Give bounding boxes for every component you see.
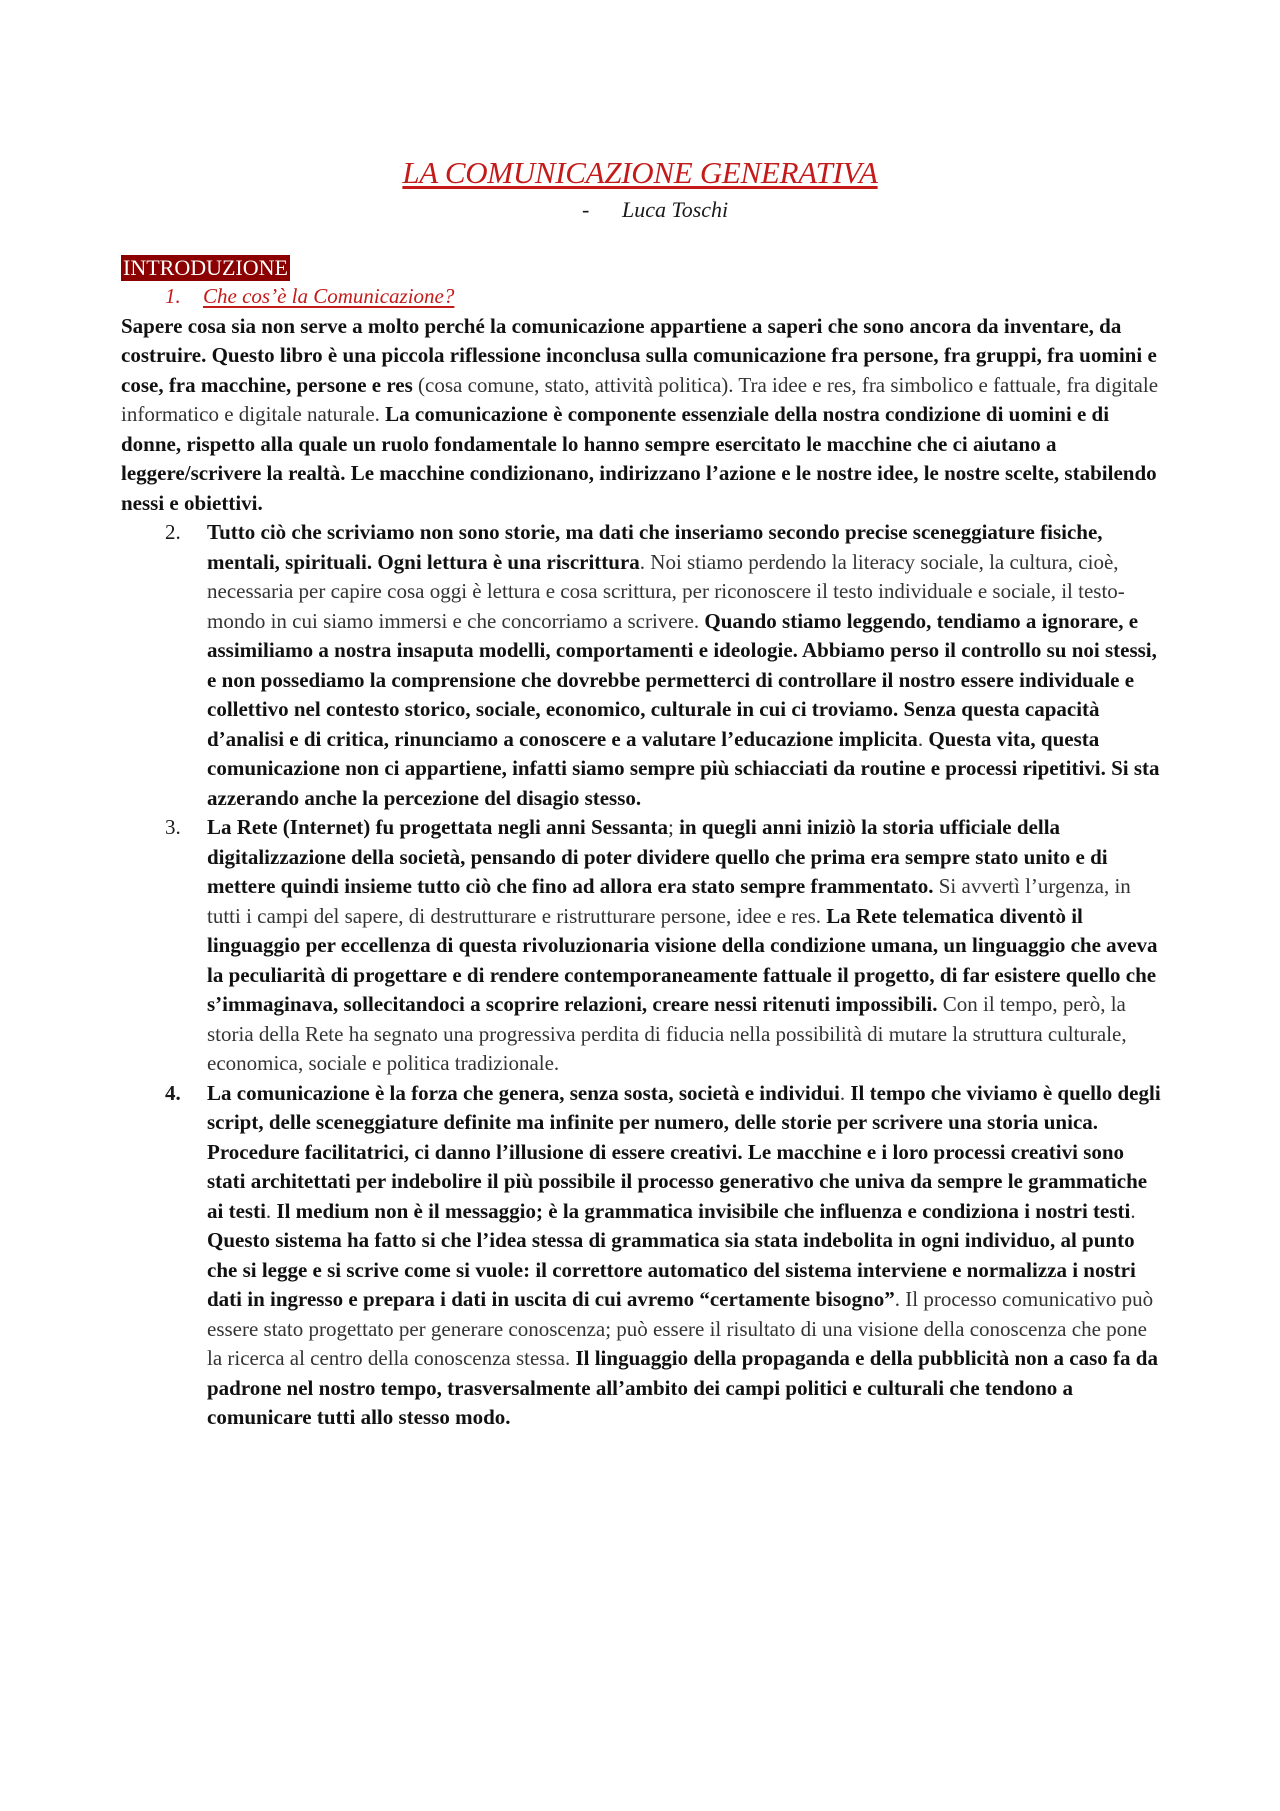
list-item-4-number: 4. xyxy=(165,1080,181,1105)
item-3-text-1: ; xyxy=(668,815,680,839)
list-item-3 xyxy=(121,813,1161,1079)
item-1-heading xyxy=(121,282,1161,312)
item-3-text-3: Con il tempo, però, la storia della Rete ha segnato una progressiva perdita di fiducia nella possibilità di mutare la struttura culturale, economica, sociale e politica tradizionale. xyxy=(207,992,1127,1075)
item-3-bold-3: La Rete telematica diventò il linguaggio per eccellenza di questa rivoluzionaria visione della condizione umana, un linguaggio che aveva la peculiarità di progettare e di rendere contemporaneamente fattuale il progetto, di far esistere quello che s’immaginava, sollecitandoci a scoprire relazioni, creare nessi ritenuti impossibili. xyxy=(207,903,1158,1016)
item-2-bold-2: Quando stiamo leggendo, tendiamo a ignorare, e assimiliamo a nostra insaputa modelli, comportamenti e ideologie. Abbiamo perso il controllo su noi stessi, e non possediamo la comprensione che dovrebbe permetterci di controllare il nostro essere individuale e collettivo nel contesto storico, sociale, economico, culturale in cui ci troviamo. Senza questa capacità d’analisi e di critica, rinunciamo a conoscere e a valutare l’educazione implicita xyxy=(207,608,1157,751)
list-item-2-number: 2. xyxy=(165,520,181,544)
item-1-text-1: (cosa comune, stato, attività politica). Tra idee e res, fra simbolico e fattuale, fra digitale informatico e digitale naturale. xyxy=(121,372,1159,426)
item-4-text-3: . xyxy=(1130,1198,1136,1223)
item-3-bold-1: La Rete (Internet) fu progettata negli anni Sessanta xyxy=(207,815,668,839)
item-4-bold-4: Questo sistema ha fatto si che l’idea stessa di grammatica sia stata indebolita in ogni individuo, al punto che si legge e si scrive come si vuole: il correttore automatico del sistema interviene e normalizza i nostri dati in ingresso e prepara i dati in uscita di cui avremo “certamente bisogno” xyxy=(207,1228,1136,1311)
item-4-bold-2: Il tempo che viviamo è quello degli script, delle sceneggiature definite ma infinite per numero, delle storie per scrivere una storia unica. Procedure facilitatrici, ci danno l’illusione di essere creativi. Le macchine e i loro processi creativi sono stati architettati per indebolire il più possibile il processo generativo che univa da sempre le grammatiche ai testi xyxy=(207,1080,1161,1223)
author-line xyxy=(582,197,728,223)
list-item-2 xyxy=(121,518,1161,813)
list-item-3-number: 3. xyxy=(165,815,181,839)
document-body xyxy=(121,282,1161,1433)
item-1-number: 1. xyxy=(165,284,181,308)
item-2-text-1: . Noi stiamo perdendo la literacy sociale, la cultura, cioè, necessaria per capire cosa oggi è lettura e cosa scrittura, per riconoscere il testo individuale e sociale, il testo-mondo in cui siamo immersi e che concorriamo a scrivere. xyxy=(207,549,1125,633)
item-4-bold-1: La comunicazione è la forza che genera, senza sosta, società e individui xyxy=(207,1080,840,1105)
item-4-text-4: . Il processo comunicativo può essere stato progettato per generare conoscenza; può essere il risultato di una visione della conoscenza che pone la ricerca al centro della conoscenza stessa. xyxy=(207,1287,1154,1370)
item-2-text-2: . xyxy=(917,726,929,751)
item-4-bold-5: Il linguaggio della propaganda e della pubblicità non a caso fa da padrone nel nostro tempo, trasversalmente all’ambito dei campi politici e culturali che tendono a comunicare tutti allo stesso modo. xyxy=(207,1346,1158,1429)
item-1-bold-1: Sapere cosa sia non serve a molto perché la comunicazione appartiene a saperi che sono ancora da inventare, da costruire. Questo libro è una piccola riflessione inconclusa sulla comunicazione fra persone, fra gruppi, fra uomini e cose, fra macchine, persone e res xyxy=(121,313,1157,397)
item-4-text-1: . xyxy=(839,1080,851,1105)
section-heading: INTRODUZIONE xyxy=(123,255,288,280)
item-1-bold-2: La comunicazione è componente essenziale della nostra condizione di uomini e di donne, rispetto alla quale un ruolo fondamentale lo hanno sempre esercitato le macchine che ci aiutano a leggere/scrivere la realtà. Le macchine condizionano, indirizzano l’azione e le nostre idee, le nostre scelte, stabilendo nessi e obiettivi. xyxy=(121,402,1157,515)
item-2-bold-1: Tutto ciò che scriviamo non sono storie, ma dati che inseriamo secondo precise sceneggiature fisiche, mentali, spirituali. Ogni lettura è una riscrittura xyxy=(207,520,1103,574)
document-title: LA COMUNICAZIONE GENERATIVA xyxy=(402,155,878,190)
author-name: Luca Toschi xyxy=(622,197,729,222)
item-4-text-2: . xyxy=(265,1198,277,1223)
item-3-text-2: Si avvertì l’urgenza, in tutti i campi del sapere, di destrutturare e ristrutturare persone, idee e res. xyxy=(207,874,1131,928)
numbered-list xyxy=(121,518,1161,1433)
item-1-heading-text: Che cos’è la Comunicazione? xyxy=(203,284,455,308)
item-4-bold-3: Il medium non è il messaggio; è la grammatica invisibile che influenza e condiziona i nostri testi xyxy=(276,1198,1131,1223)
author-dash: - xyxy=(582,197,590,222)
list-item-4 xyxy=(121,1079,1161,1433)
item-2-bold-3: Questa vita, questa comunicazione non ci appartiene, infatti siamo sempre più schiacciati da routine e processi ripetitivi. Si sta azzerando anche la percezione del disagio stesso. xyxy=(207,726,1160,810)
item-1-paragraph xyxy=(121,312,1161,519)
item-3-bold-2: in quegli anni iniziò la storia ufficiale della digitalizzazione della società, pensando di poter dividere quello che prima era sempre stato unito e di mettere quindi insieme tutto ciò che fino ad allora era stato sempre frammentato. xyxy=(207,815,1108,898)
